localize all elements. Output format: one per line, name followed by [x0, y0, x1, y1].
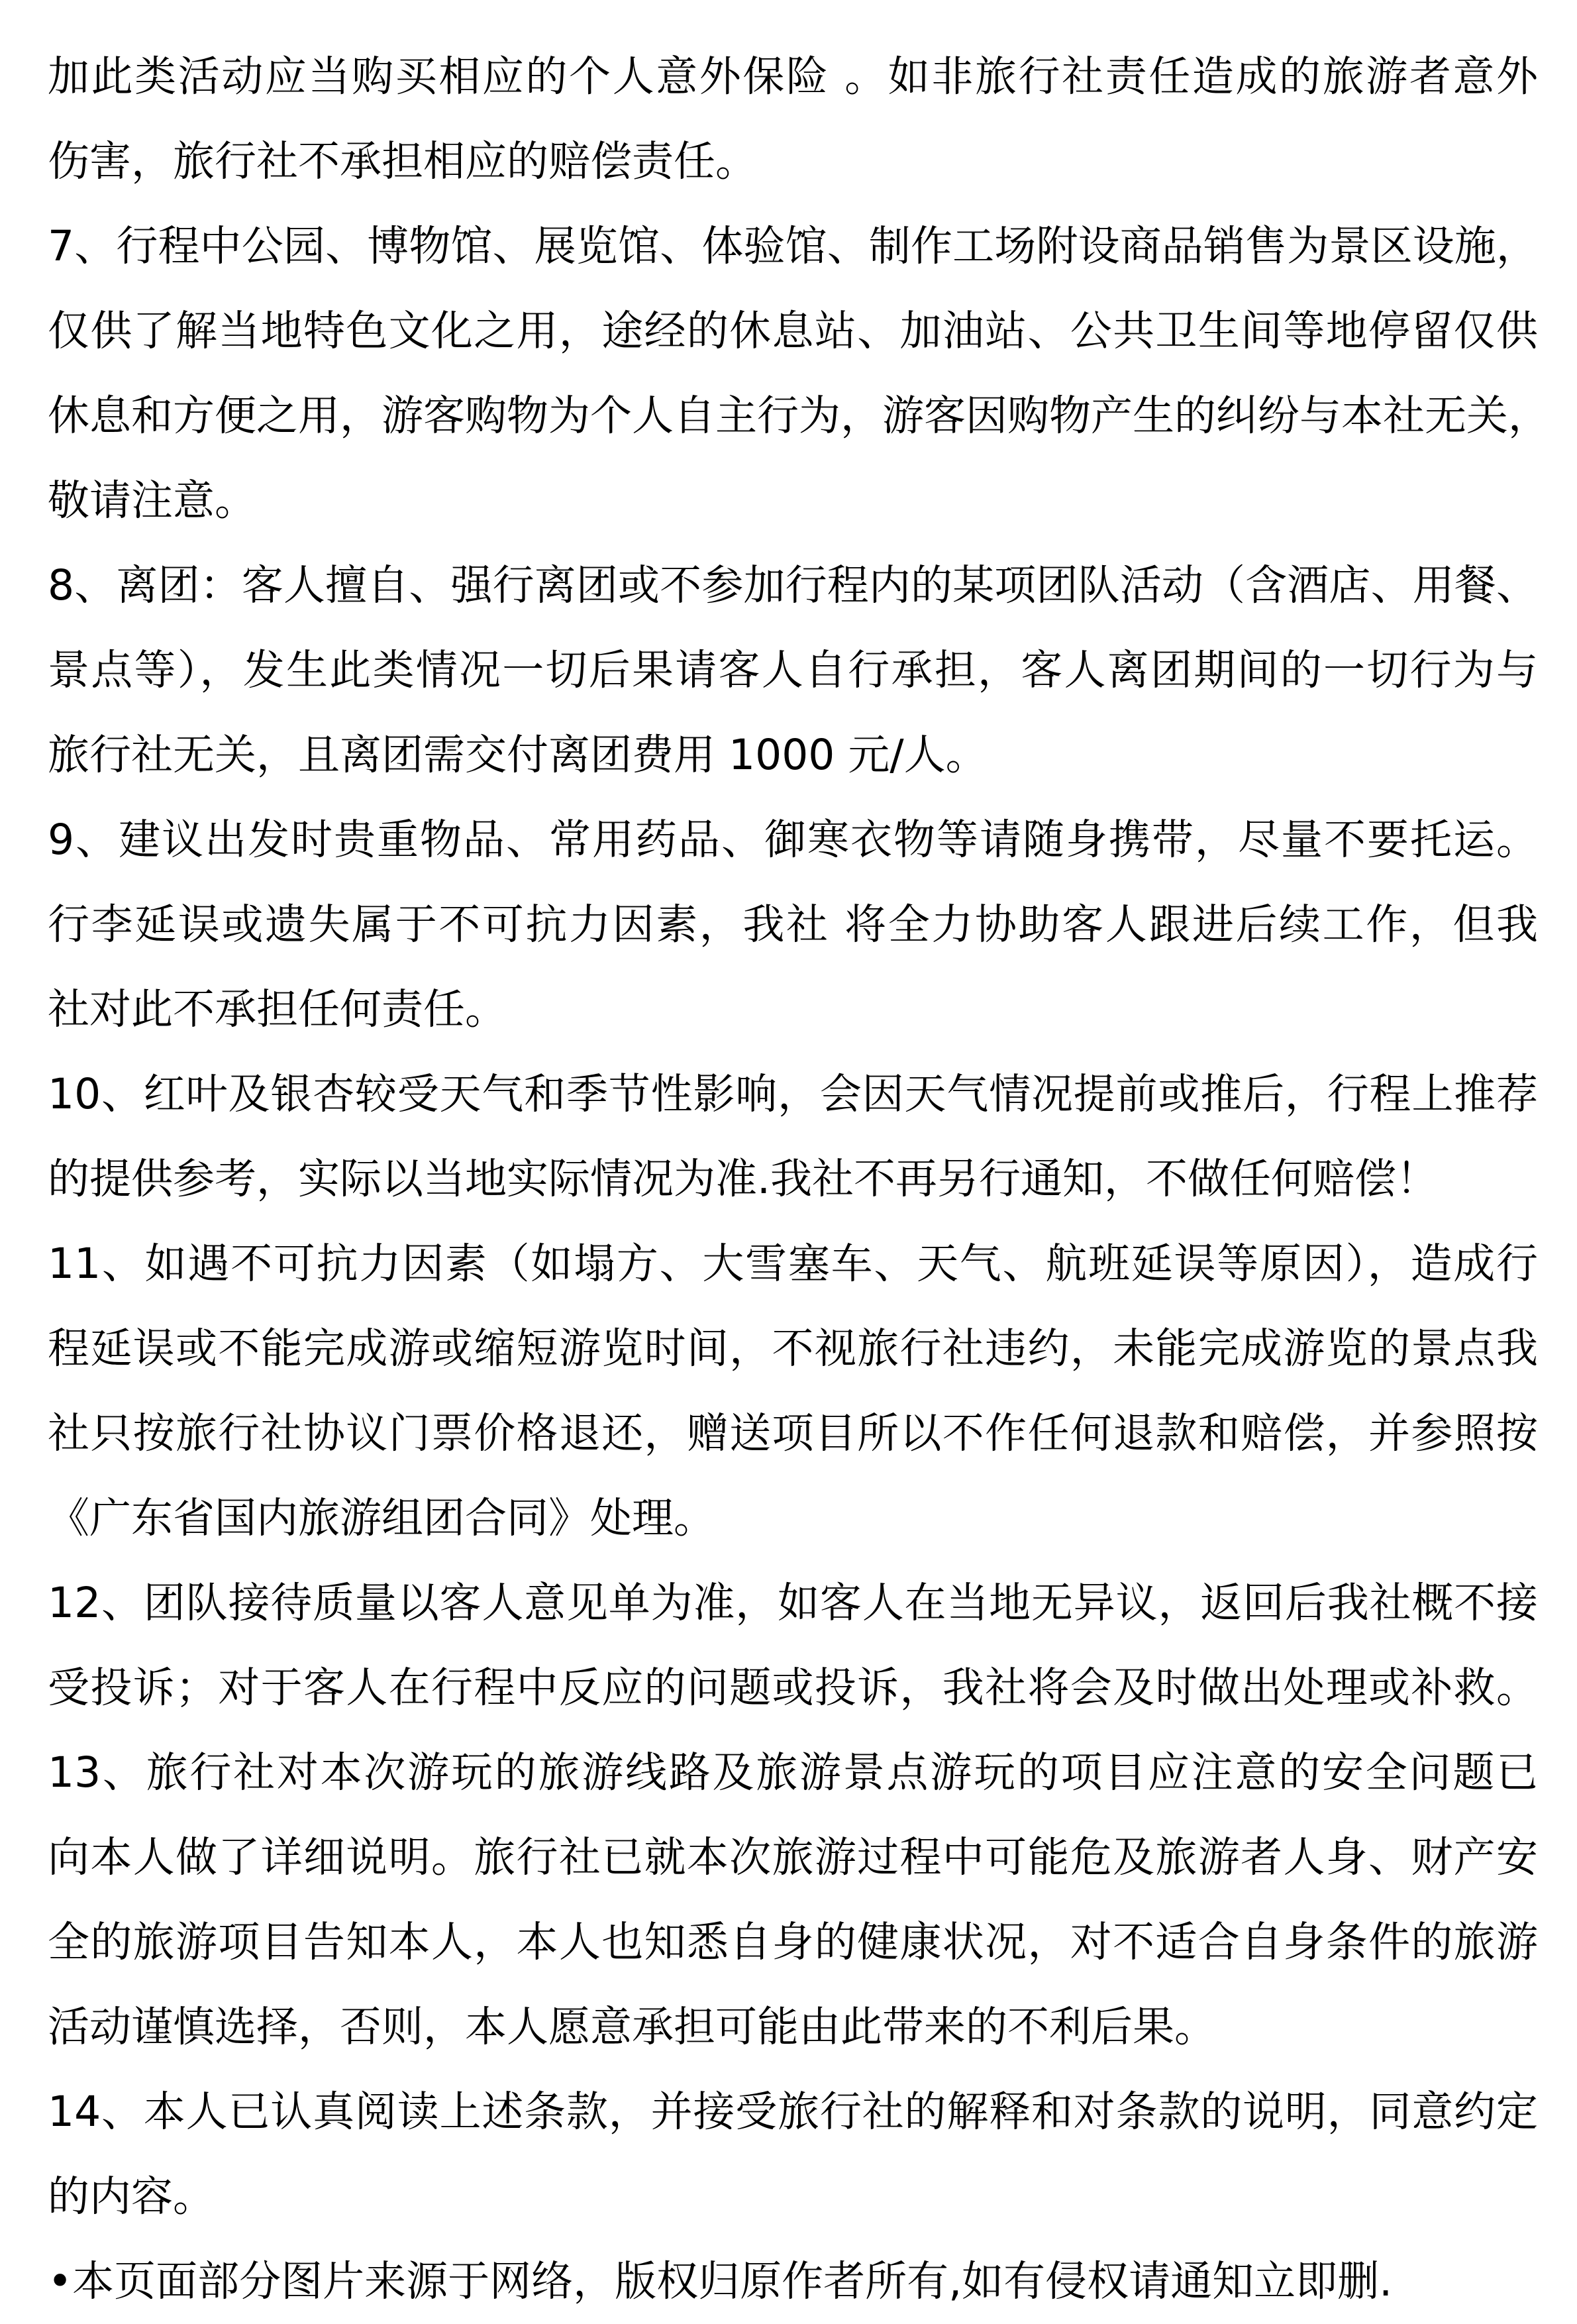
text-line: 休息和方便之用，游客购物为个人自主行为，游客因购物产生的纠纷与本社无关， — [48, 392, 1550, 440]
text-line: 程延误或不能完成游或缩短游览时间，不视旅行社违约，未能完成游览的景点我 — [48, 1324, 1538, 1373]
text-line: 伤害，旅行社不承担相应的赔偿责任。 — [48, 137, 757, 185]
text-line: 仅供了解当地特色文化之用，途经的休息站、加油站、公共卫生间等地停留仅供 — [48, 307, 1538, 355]
text-line: 加此类活动应当购买相应的个人意外保险 。如非旅行社责任造成的旅游者意外 — [48, 52, 1538, 101]
clause-10-line: 10、红叶及银杏较受天气和季节性影响，会因天气情况提前或推后，行程上推荐 — [48, 1070, 1538, 1118]
text-line: 《广东省国内旅游组团合同》处理。 — [48, 1494, 715, 1542]
text-line: 敬请注意。 — [48, 476, 256, 525]
text-line: 全的旅游项目告知本人，本人也知悉自身的健康状况，对不适合自身条件的旅游 — [48, 1918, 1538, 1966]
text-line: 景点等），发生此类情况一切后果请客人自行承担，客人离团期间的一切行为与 — [48, 646, 1538, 694]
text-line: 的提供参考，实际以当地实际情况为准.我社不再另行通知，不做任何赔偿！ — [48, 1155, 1439, 1203]
document-page — [48, 34, 1550, 2324]
clause-13-line: 13、旅行社对本次游玩的旅游线路及旅游景点游玩的项目应注意的安全问题已 — [48, 1748, 1538, 1797]
clause-12-line: 12、团队接待质量以客人意见单为准，如客人在当地无异议，返回后我社概不接 — [48, 1579, 1538, 1627]
text-line: 向本人做了详细说明。旅行社已就本次旅游过程中可能危及旅游者人身、财产安 — [48, 1833, 1538, 1881]
clause-7-line: 7、行程中公园、博物馆、展览馆、体验馆、制作工场附设商品销售为景区设施， — [48, 222, 1538, 270]
text-line: 的内容。 — [48, 2172, 215, 2221]
copyright-note: •本页面部分图片来源于网络，版权归原作者所有,如有侵权请通知立即删. — [48, 2257, 1393, 2305]
text-line: 受投诉；对于客人在行程中反应的问题或投诉，我社将会及时做出处理或补救。 — [48, 1664, 1538, 1712]
clause-9-line: 9、建议出发时贵重物品、常用药品、御寒衣物等请随身携带，尽量不要托运。 — [48, 816, 1538, 864]
clause-14-line: 14、本人已认真阅读上述条款，并接受旅行社的解释和对条款的说明，同意约定 — [48, 2087, 1538, 2136]
clause-8-line: 8、离团：客人擅自、强行离团或不参加行程内的某项团队活动（含酒店、用餐、 — [48, 561, 1538, 609]
text-line: 行李延误或遗失属于不可抗力因素，我社 将全力协助客人跟进后续工作，但我 — [48, 900, 1538, 949]
text-line: 活动谨慎选择，否则，本人愿意承担可能由此带来的不利后果。 — [48, 2003, 1216, 2051]
text-line: 旅行社无关，且离团需交付离团费用 1000 元/人。 — [48, 731, 988, 779]
text-line: 社只按旅行社协议门票价格退还，赠送项目所以不作任何退款和赔偿，并参照按 — [48, 1409, 1538, 1457]
clause-11-line: 11、如遇不可抗力因素（如塌方、大雪塞车、天气、航班延误等原因），造成行 — [48, 1240, 1538, 1288]
text-line: 社对此不承担任何责任。 — [48, 985, 507, 1033]
